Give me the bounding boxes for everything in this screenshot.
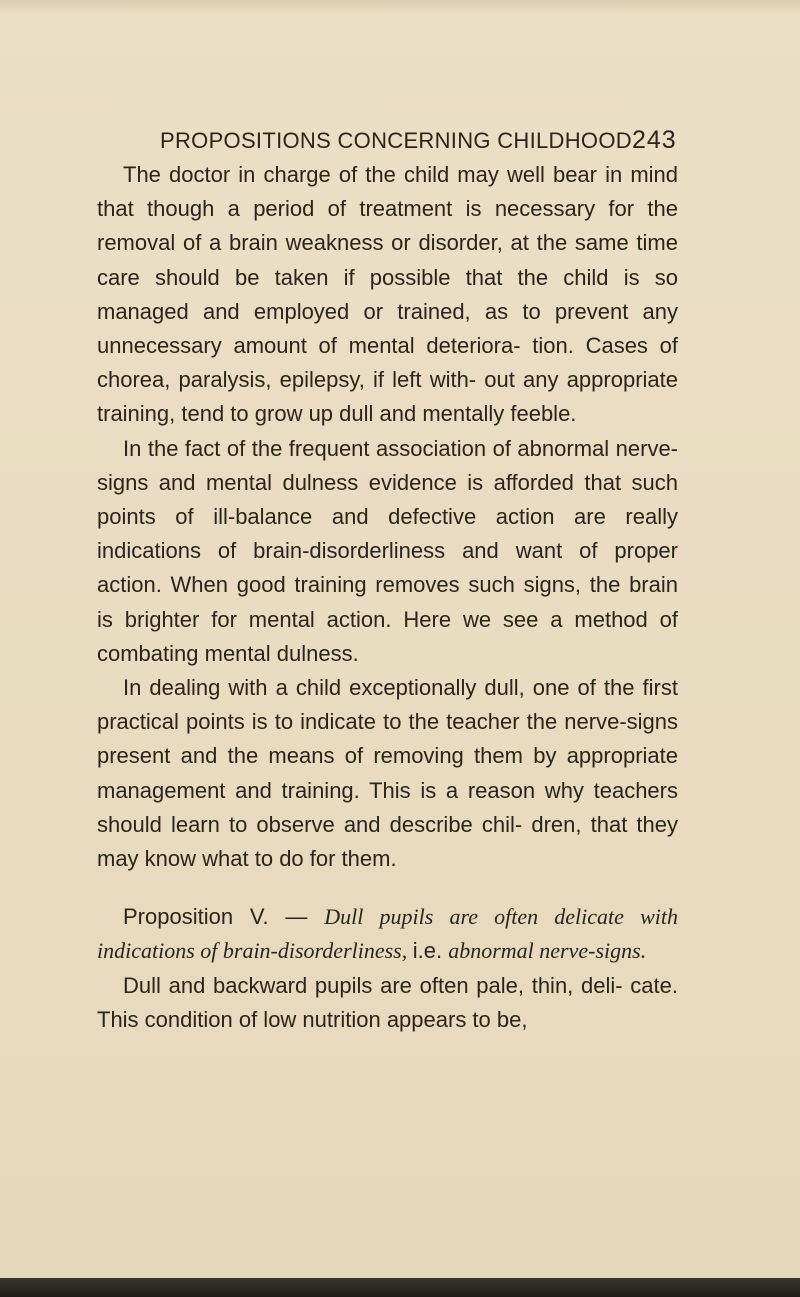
proposition-heading: [97, 900, 678, 968]
proposition-statement-end: abnormal nerve-signs.: [448, 938, 647, 964]
proposition-label: Proposition V. —: [123, 904, 325, 930]
page-bottom-edge: [0, 1278, 800, 1297]
body-text: [97, 158, 678, 1037]
page-number: 243: [632, 126, 677, 154]
paragraph-closing: Dull and backward pupils are often pale, thin, deli- cate. This condition of low nutrition appears to be,: [97, 972, 678, 1032]
running-title: PROPOSITIONS CONCERNING CHILDHOOD: [160, 128, 632, 153]
proposition-statement: Dull pupils are often delicate with indications of brain-disorderliness,: [97, 904, 678, 964]
proposition-ie: i.e.: [412, 938, 449, 964]
paragraph-nerve-signs: In the fact of the frequent association of abnormal nerve-signs and mental dulness evidence is afforded that such points of ill-balance and defective action are really indications of brain-disorderliness and want of proper action. When good training removes such signs, the brain is brighter for mental action. Here we see a method of combating mental dulness.: [97, 435, 678, 666]
page-top-edge: [0, 0, 800, 14]
paragraph-doctor: The doctor in charge of the child may well bear in mind that though a period of treatment is necessary for the removal of a brain weakness or disorder, at the same time care should be taken if possible that the child is so managed and employed or trained, as to prevent any unnecessary amount of mental deteriora- tion. Cases of chorea, paralysis, epilepsy, if left with- out any appropriate training, tend to grow up dull and mentally feeble.: [97, 162, 678, 427]
paragraph-dull-child: In dealing with a child exceptionally dull, one of the first practical points is to indicate to the teacher the nerve-signs present and the means of removing them by appropriate management and training. This is a reason why teachers should learn to observe and describe chil- dren, that they may know what to do for them.: [97, 675, 678, 872]
